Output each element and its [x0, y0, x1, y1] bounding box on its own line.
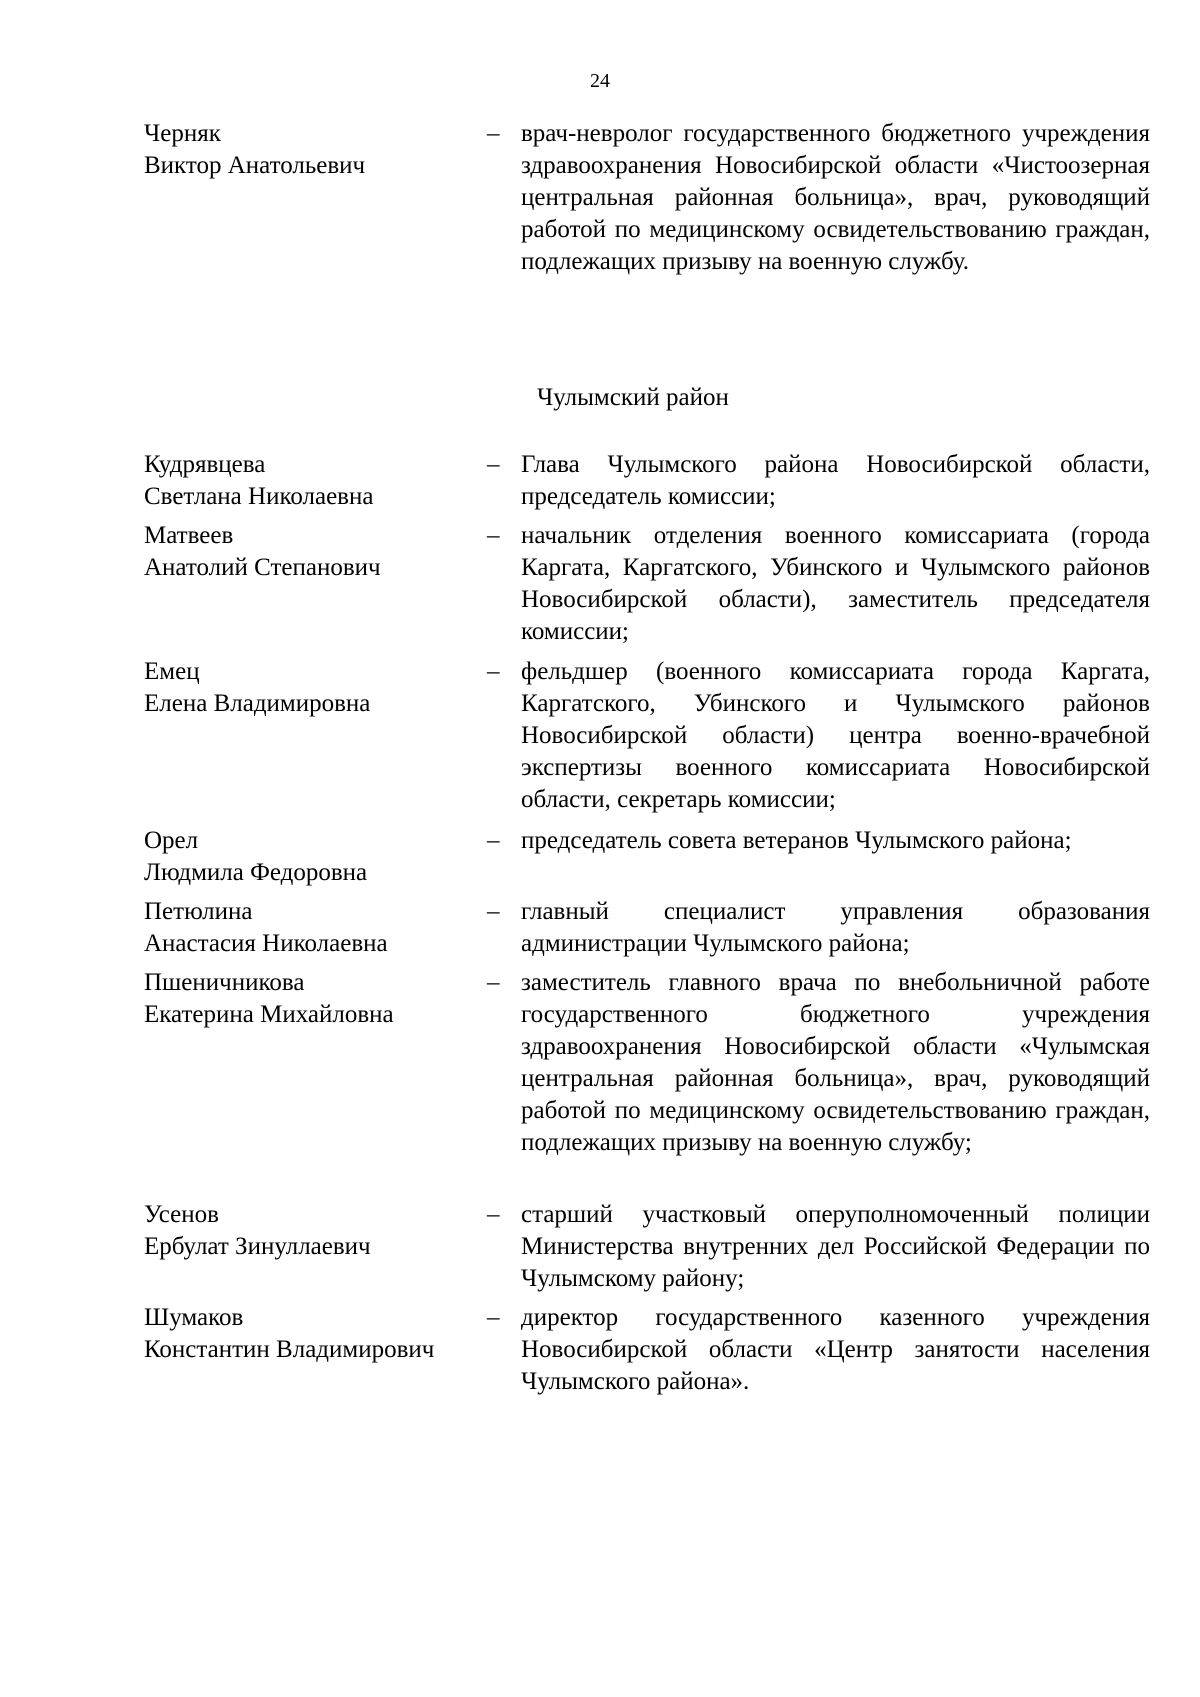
member-name — [144, 1199, 484, 1263]
member-given-names: Анатолий Степанович — [144, 554, 381, 581]
member-surname: Пшеничникова — [144, 969, 305, 996]
member-given-names: Анастасия Николаевна — [144, 930, 388, 957]
member-name — [144, 118, 484, 182]
entry-dash: – — [487, 969, 500, 996]
member-role: врач-невролог государственного бюджетного учреждения здравоохранения Новосибирской области «Чистоозерная центральная районная больница», врач, руководящий работой по медицинскому освидетельствованию граждан, подлежащих призыву на военную службу. — [521, 120, 1150, 275]
member-given-names: Виктор Анатольевич — [144, 152, 366, 179]
member-name — [144, 656, 484, 720]
member-role: фельдшер (военного комиссариата города Каргата, Каргатского, Убинского и Чулымского районов Новосибирской области) центра военно-врачебной экспертизы военного комиссариата Новосибирской области, секретарь комиссии; — [521, 658, 1150, 813]
member-role: Глава Чулымского района Новосибирской области, председатель комиссии; — [521, 451, 1150, 510]
member-surname: Черняк — [144, 120, 221, 147]
entry-dash: – — [487, 1304, 500, 1331]
member-role: заместитель главного врача по внебольничной работе государственного бюджетного учреждения здравоохранения Новосибирской области «Чулымская центральная районная больница», врач, руководящий работой по медицинскому освидетельствованию граждан, подлежащих призыву на военную службу; — [521, 969, 1150, 1156]
entry-dash: – — [487, 522, 500, 549]
member-role: главный специалист управления образования администрации Чулымского района; — [521, 898, 1150, 957]
entry-dash: – — [487, 827, 500, 854]
member-surname: Орел — [144, 827, 199, 854]
member-role: начальник отделения военного комиссариата (города Каргата, Каргатского, Убинского и Чулымского районов Новосибирской области), заместитель председателя комиссии; — [521, 522, 1150, 645]
member-name — [144, 825, 484, 889]
member-surname: Емец — [144, 658, 200, 685]
member-given-names: Елена Владимировна — [144, 690, 371, 717]
entry-dash: – — [487, 451, 500, 478]
member-given-names: Светлана Николаевна — [144, 483, 374, 510]
member-role: старший участковый оперуполномоченный полиции Министерства внутренних дел Российской Федерации по Чулымскому району; — [521, 1201, 1150, 1292]
member-given-names: Екатерина Михайловна — [144, 1001, 394, 1028]
entry-dash: – — [487, 658, 500, 685]
member-surname: Матвеев — [144, 522, 234, 549]
entry-dash: – — [487, 898, 500, 925]
member-role: директор государственного казенного учреждения Новосибирской области «Центр занятости населения Чулымского района». — [521, 1304, 1150, 1395]
member-surname: Кудрявцева — [144, 451, 266, 478]
member-role: председатель совета ветеранов Чулымского района; — [521, 827, 1072, 854]
member-name — [144, 896, 484, 960]
member-name — [144, 1302, 484, 1366]
page-number: 24 — [590, 70, 610, 92]
member-surname: Шумаков — [144, 1304, 244, 1331]
entry-dash: – — [487, 1201, 500, 1228]
member-name — [144, 520, 484, 584]
member-name — [144, 967, 484, 1031]
member-surname: Петюлина — [144, 898, 253, 925]
member-given-names: Константин Владимирович — [144, 1336, 435, 1363]
member-given-names: Людмила Федоровна — [144, 859, 368, 886]
member-name — [144, 449, 484, 513]
member-given-names: Ербулат Зинуллаевич — [144, 1233, 371, 1260]
entry-dash: – — [487, 120, 500, 147]
member-surname: Усенов — [144, 1201, 219, 1228]
section-heading: Чулымский район — [537, 384, 729, 411]
